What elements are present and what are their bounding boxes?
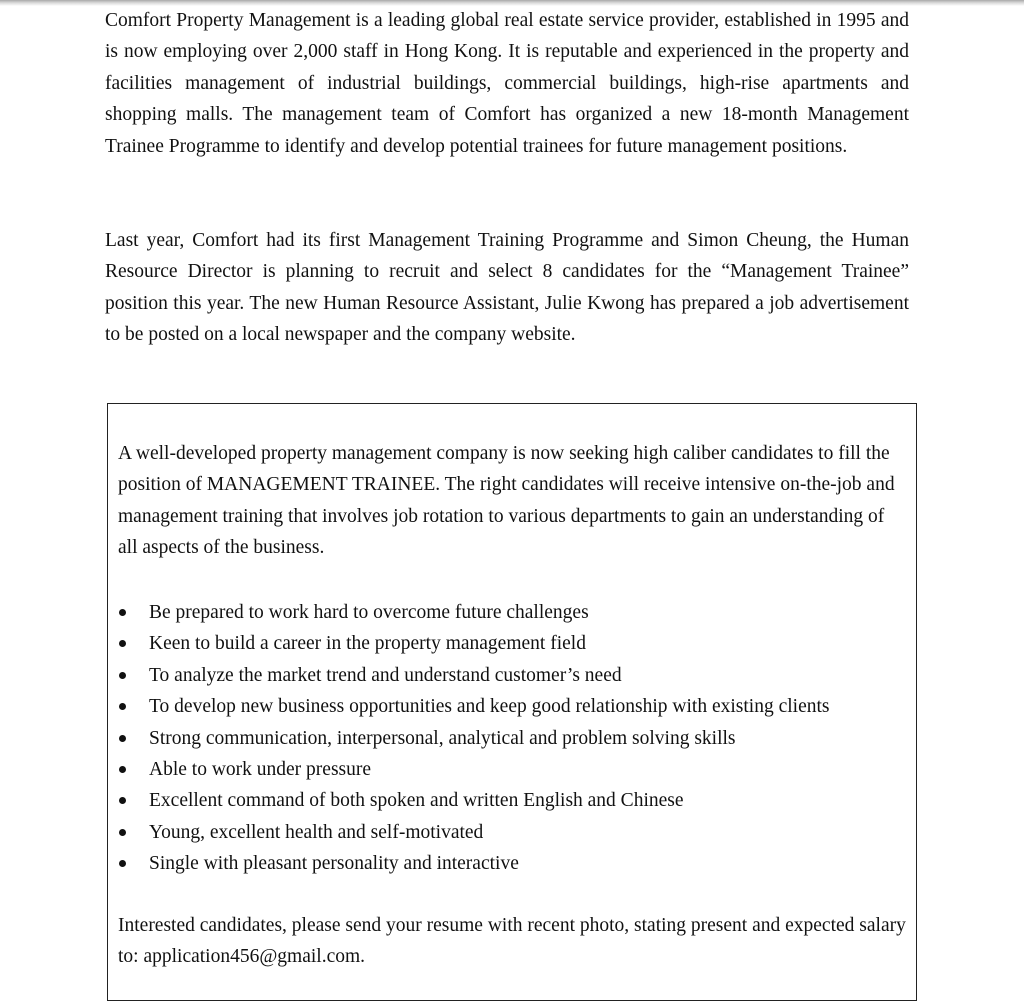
requirement-item <box>108 628 908 659</box>
requirement-text: To develop new business opportunities and keep good relationship with existing clients <box>149 696 830 718</box>
requirement-text: Excellent command of both spoken and written English and Chinese <box>149 790 684 812</box>
requirement-item <box>108 691 908 722</box>
requirement-text: Single with pleasant personality and interactive <box>149 853 519 875</box>
bullet-icon <box>119 829 126 836</box>
requirements-list <box>108 597 908 880</box>
application-instructions: Interested candidates, please send your resume with recent photo, stating present and expected salary to: application456@gmail.com. <box>118 915 906 968</box>
bullet-icon <box>119 797 126 804</box>
recruitment-context-paragraph: Last year, Comfort had its first Management Training Programme and Simon Cheung, the Human Resource Director is planning to recruit and select 8 candidates for the “Management Trainee” position this year. The new Human Resource Assistant, Julie Kwong has prepared a job advertisement to be posted on a local newspaper and the company website. <box>105 230 909 346</box>
requirement-text: Be prepared to work hard to overcome future challenges <box>149 602 589 623</box>
requirement-text: To analyze the market trend and understand customer’s need <box>149 664 622 686</box>
bullet-icon <box>119 609 126 616</box>
requirement-text: Keen to build a career in the property management field <box>149 633 586 655</box>
bullet-icon <box>119 703 126 710</box>
bullet-icon <box>119 672 126 679</box>
requirement-text: Strong communication, interpersonal, analytical and problem solving skills <box>149 727 736 749</box>
bullet-icon <box>119 735 126 742</box>
bullet-icon <box>119 640 126 647</box>
job-advertisement-box <box>107 403 917 1001</box>
requirement-item <box>108 848 908 879</box>
requirement-item <box>108 817 908 848</box>
requirement-text: Able to work under pressure <box>149 758 372 780</box>
bullet-icon <box>119 860 126 867</box>
company-background-paragraph: Comfort Property Management is a leading global real estate service provider, established in 1995 and is now employing over 2,000 staff in Hong Kong. It is reputable and experienced in the property and facilities management of industrial buildings, commercial buildings, high-rise apartments and shopping malls. The management team of Comfort has organized a new 18-month Management Trainee Programme to identify and develop potential trainees for future management positions. <box>105 10 909 157</box>
requirement-item <box>108 597 908 628</box>
requirement-item <box>108 723 908 754</box>
requirement-item <box>108 660 908 691</box>
advertisement-intro: A well-developed property management company is now seeking high caliber candidates to fill the position of MANAGEMENT TRAINEE. The right candidates will receive intensive on-the-job and management training that involves job rotation to various departments to gain an understanding of all aspects of the business. <box>118 443 895 559</box>
requirement-item <box>108 754 908 785</box>
requirement-text: Young, excellent health and self-motivated <box>149 821 484 843</box>
bullet-icon <box>119 766 126 773</box>
requirement-item <box>108 785 908 816</box>
